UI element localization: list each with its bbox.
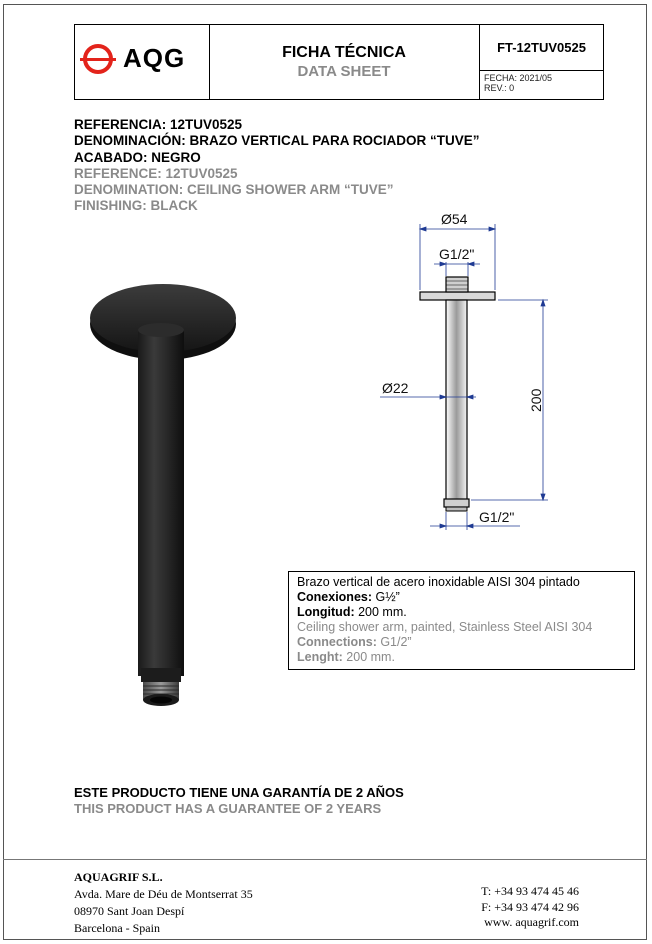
drawing-top-thread — [446, 277, 468, 292]
address-line-2: 08970 Sant Joan Despí — [74, 904, 185, 918]
denomination-es: DENOMINACIÓN: BRAZO VERTICAL PARA ROCIADOR “TUVE” — [74, 133, 480, 149]
drawing-tube — [446, 300, 467, 500]
address-line-3: Barcelona - Spain — [74, 921, 160, 935]
logo-text: AQG — [123, 43, 186, 73]
website-link[interactable]: www. aquagrif.com — [484, 915, 579, 929]
document-rev: REV.: 0 — [484, 83, 515, 93]
reference-en: REFERENCE: 12TUV0525 — [74, 165, 238, 181]
fax: F: +34 93 474 42 96 — [481, 899, 579, 914]
desc-length-en: Lenght: 200 mm. — [297, 650, 395, 664]
finish-en: FINISHING: BLACK — [74, 198, 198, 214]
document-date: FECHA: 2021/05 — [484, 73, 553, 83]
footer-divider — [3, 859, 647, 860]
drawing-bottom-collar — [444, 499, 469, 507]
drawing-bottom-thread — [446, 507, 467, 511]
tube-joint — [138, 323, 184, 337]
document-code: FT-12TUV0525 — [480, 25, 603, 71]
dim-tube-diameter: Ø22 — [382, 380, 409, 396]
title-es: FICHA TÉCNICA — [282, 44, 406, 61]
dim-top-thread: G1/2" — [439, 246, 475, 262]
reference-es: REFERENCIA: 12TUV0525 — [74, 117, 243, 132]
shower-arm-render — [90, 284, 236, 706]
phone: T: +34 93 474 45 46 — [481, 884, 579, 898]
company-address — [74, 869, 253, 937]
desc-length-es: Longitud: 200 mm. — [297, 605, 407, 619]
desc-connections-es: Conexiones: G½” — [297, 590, 400, 604]
company-contact — [481, 884, 579, 931]
finish-es: ACABADO: NEGRO — [74, 149, 201, 165]
desc-line-es: Brazo vertical de acero inoxidable AISI 304 pintado — [297, 575, 580, 589]
warranty-en: THIS PRODUCT HAS A GUARANTEE OF 2 YEARS — [74, 801, 382, 816]
drawing-flange — [420, 292, 495, 300]
denomination-en: DENOMINATION: CEILING SHOWER ARM “TUVE” — [74, 182, 394, 198]
warranty-es: ESTE PRODUCTO TIENE UNA GARANTÍA DE 2 AÑOS — [74, 785, 404, 800]
title-en: DATA SHEET — [297, 63, 391, 80]
arm-tube — [138, 330, 184, 676]
desc-line-en: Ceiling shower arm, painted, Stainless Steel AISI 304 — [297, 620, 593, 634]
address-line-1: Avda. Mare de Déu de Montserrat 35 — [74, 887, 253, 901]
description-box — [288, 571, 635, 670]
lower-collar — [141, 668, 181, 682]
technical-drawing — [380, 211, 548, 530]
warranty-block — [74, 785, 404, 817]
company-name: AQUAGRIF S.L. — [74, 870, 163, 884]
dim-flange-diameter: Ø54 — [441, 211, 468, 227]
desc-connections-en: Connections: G1/2” — [297, 635, 412, 649]
dim-length: 200 — [528, 388, 544, 412]
dim-bottom-thread: G1/2" — [479, 509, 515, 525]
